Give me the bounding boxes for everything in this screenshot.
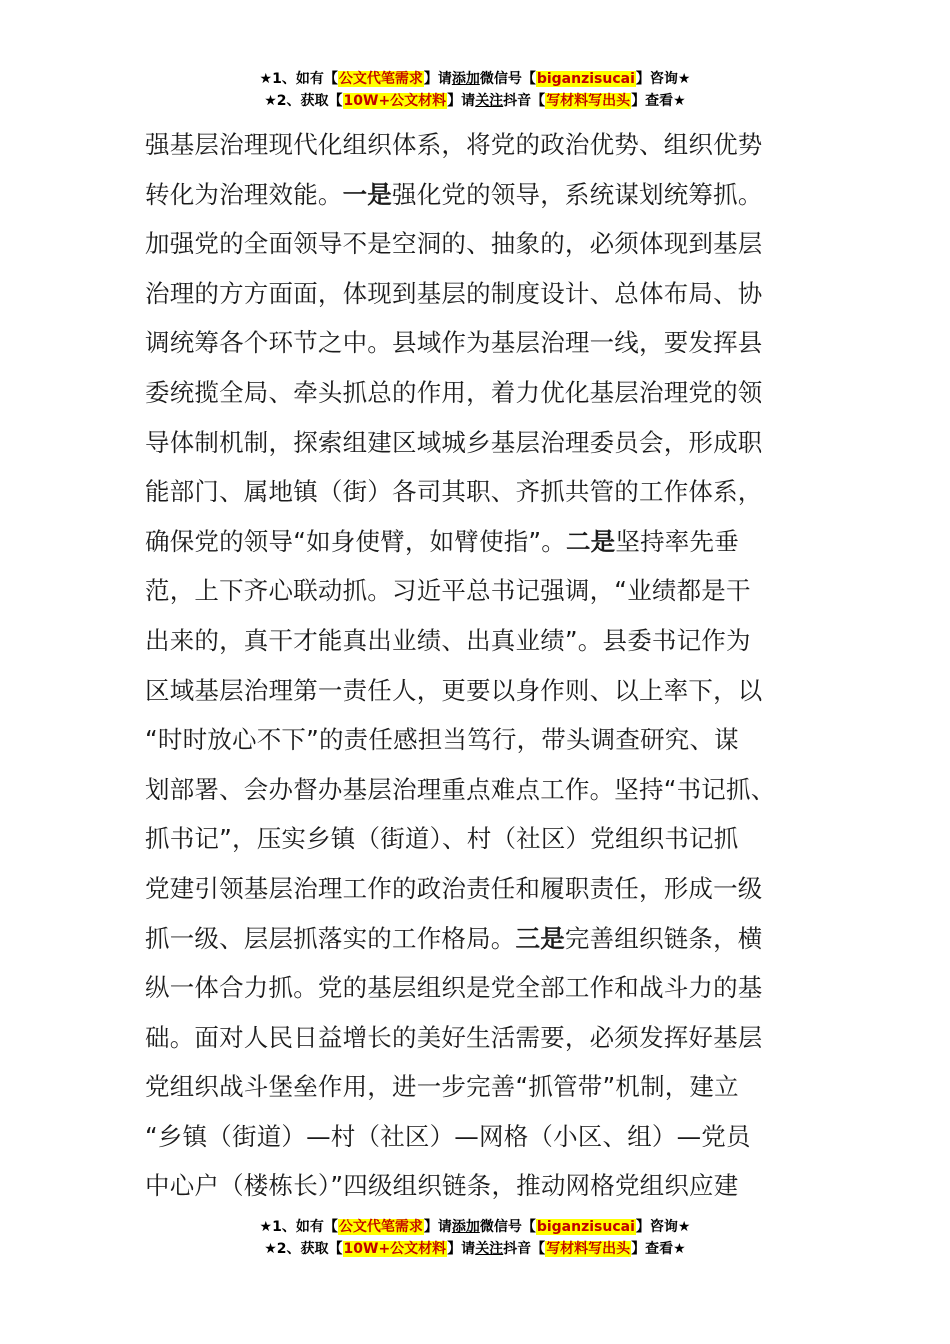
article-body: [145, 120, 805, 1211]
banner-text: 微信号【: [479, 71, 536, 87]
text-line: 中心户（楼栋长）”四级组织链条，推动网格党组织应建: [145, 1171, 739, 1201]
text-run: 确保党的领导“如身使臂，如臂使指”。: [145, 526, 566, 556]
text-line: 治理的方方面面，体现到基层的制度设计、总体布局、协: [145, 278, 763, 308]
text-line: 范，上下齐心联动抓。习近平总书记强调，“业绩都是干: [145, 576, 751, 606]
text-line: [145, 914, 805, 964]
text-line: 出来的，真干才能真出业绩、出真业绩”。县委书记作为: [145, 625, 751, 655]
text-run: 强化党的领导，系统谋划统筹抓。: [392, 179, 763, 209]
highlight-text: 写材料写出头: [546, 1241, 631, 1257]
text-run: 完善组织链条，横: [564, 923, 763, 953]
text-line: “时时放心不下”的责任感担当笃行，带头调查研究、谋: [145, 725, 739, 755]
text-line: “乡镇（街道）—村（社区）—网格（小区、组）—党员: [145, 1121, 751, 1151]
text-line: 抓书记”，压实乡镇（街道）、村（社区）党组织书记抓: [145, 824, 739, 854]
text-line: 导体制机制，探索组建区域城乡基层治理委员会，形成职: [145, 427, 763, 457]
banner-text: 微信号【: [479, 1219, 536, 1235]
text-run: 抓一级、层层抓落实的工作格局。: [145, 923, 516, 953]
highlight-text: biganzisucai: [536, 71, 635, 87]
banner-text: 】请: [447, 93, 476, 109]
highlight-text: 10W+公文材料: [343, 93, 447, 109]
banner-text: ★1、如有【: [259, 71, 338, 87]
banner-line-1: [0, 1216, 950, 1238]
text-line: 党组织战斗堡垒作用，进一步完善“抓管带”机制，建立: [145, 1072, 739, 1102]
text-line: 础。面对人民日益增长的美好生活需要，必须发挥好基层: [145, 1022, 763, 1052]
bold-marker: 一是: [342, 179, 393, 209]
banner-text: 】咨询★: [635, 1219, 691, 1235]
banner-text: ★1、如有【: [259, 1219, 338, 1235]
text-line: 纵一体合力抓。党的基层组织是党全部工作和战斗力的基: [145, 973, 763, 1003]
bold-marker: 二是: [565, 526, 616, 556]
text-run: 转化为治理效能。: [145, 179, 343, 209]
banner-text: 】查看★: [631, 1241, 686, 1257]
underlined-text: 关注: [475, 1241, 504, 1257]
header-banner: [0, 68, 950, 112]
underlined-text: 添加: [451, 1219, 480, 1235]
banner-text: 抖音【: [503, 93, 546, 109]
text-line: [145, 517, 805, 567]
banner-text: 】请: [447, 1241, 476, 1257]
highlight-text: 写材料写出头: [546, 93, 631, 109]
banner-text: 抖音【: [503, 1241, 546, 1257]
underlined-text: 添加: [451, 71, 480, 87]
highlight-text: biganzisucai: [536, 1219, 635, 1235]
banner-text: 】请: [423, 71, 452, 87]
banner-text: 】请: [423, 1219, 452, 1235]
text-line: 加强党的全面领导不是空洞的、抽象的，必须体现到基层: [145, 229, 763, 259]
highlight-text: 公文代笔需求: [338, 71, 423, 87]
banner-line-2: [0, 90, 950, 112]
text-line: 能部门、属地镇（街）各司其职、齐抓共管的工作体系，: [145, 477, 763, 507]
text-line: 划部署、会办督办基层治理重点难点工作。坚持“书记抓、: [145, 774, 776, 804]
bold-marker: 三是: [515, 923, 565, 953]
banner-text: ★2、获取【: [264, 1241, 343, 1257]
text-line: [145, 170, 805, 220]
banner-line-2: [0, 1238, 950, 1260]
text-line: 区域基层治理第一责任人，更要以身作则、以上率下，以: [145, 675, 763, 705]
text-line: 党建引领基层治理工作的政治责任和履职责任，形成一级: [145, 873, 763, 903]
banner-text: 】咨询★: [635, 71, 691, 87]
highlight-text: 公文代笔需求: [338, 1219, 423, 1235]
text-run: 坚持率先垂: [615, 526, 739, 556]
banner-text: 】查看★: [631, 93, 686, 109]
text-line: 调统筹各个环节之中。县域作为基层治理一线，要发挥县: [145, 328, 763, 358]
banner-line-1: [0, 68, 950, 90]
footer-banner: [0, 1216, 950, 1260]
underlined-text: 关注: [475, 93, 504, 109]
highlight-text: 10W+公文材料: [343, 1241, 447, 1257]
text-line: 强基层治理现代化组织体系，将党的政治优势、组织优势: [145, 130, 763, 159]
banner-text: ★2、获取【: [264, 93, 343, 109]
text-line: 委统揽全局、牵头抓总的作用，着力优化基层治理党的领: [145, 377, 763, 407]
